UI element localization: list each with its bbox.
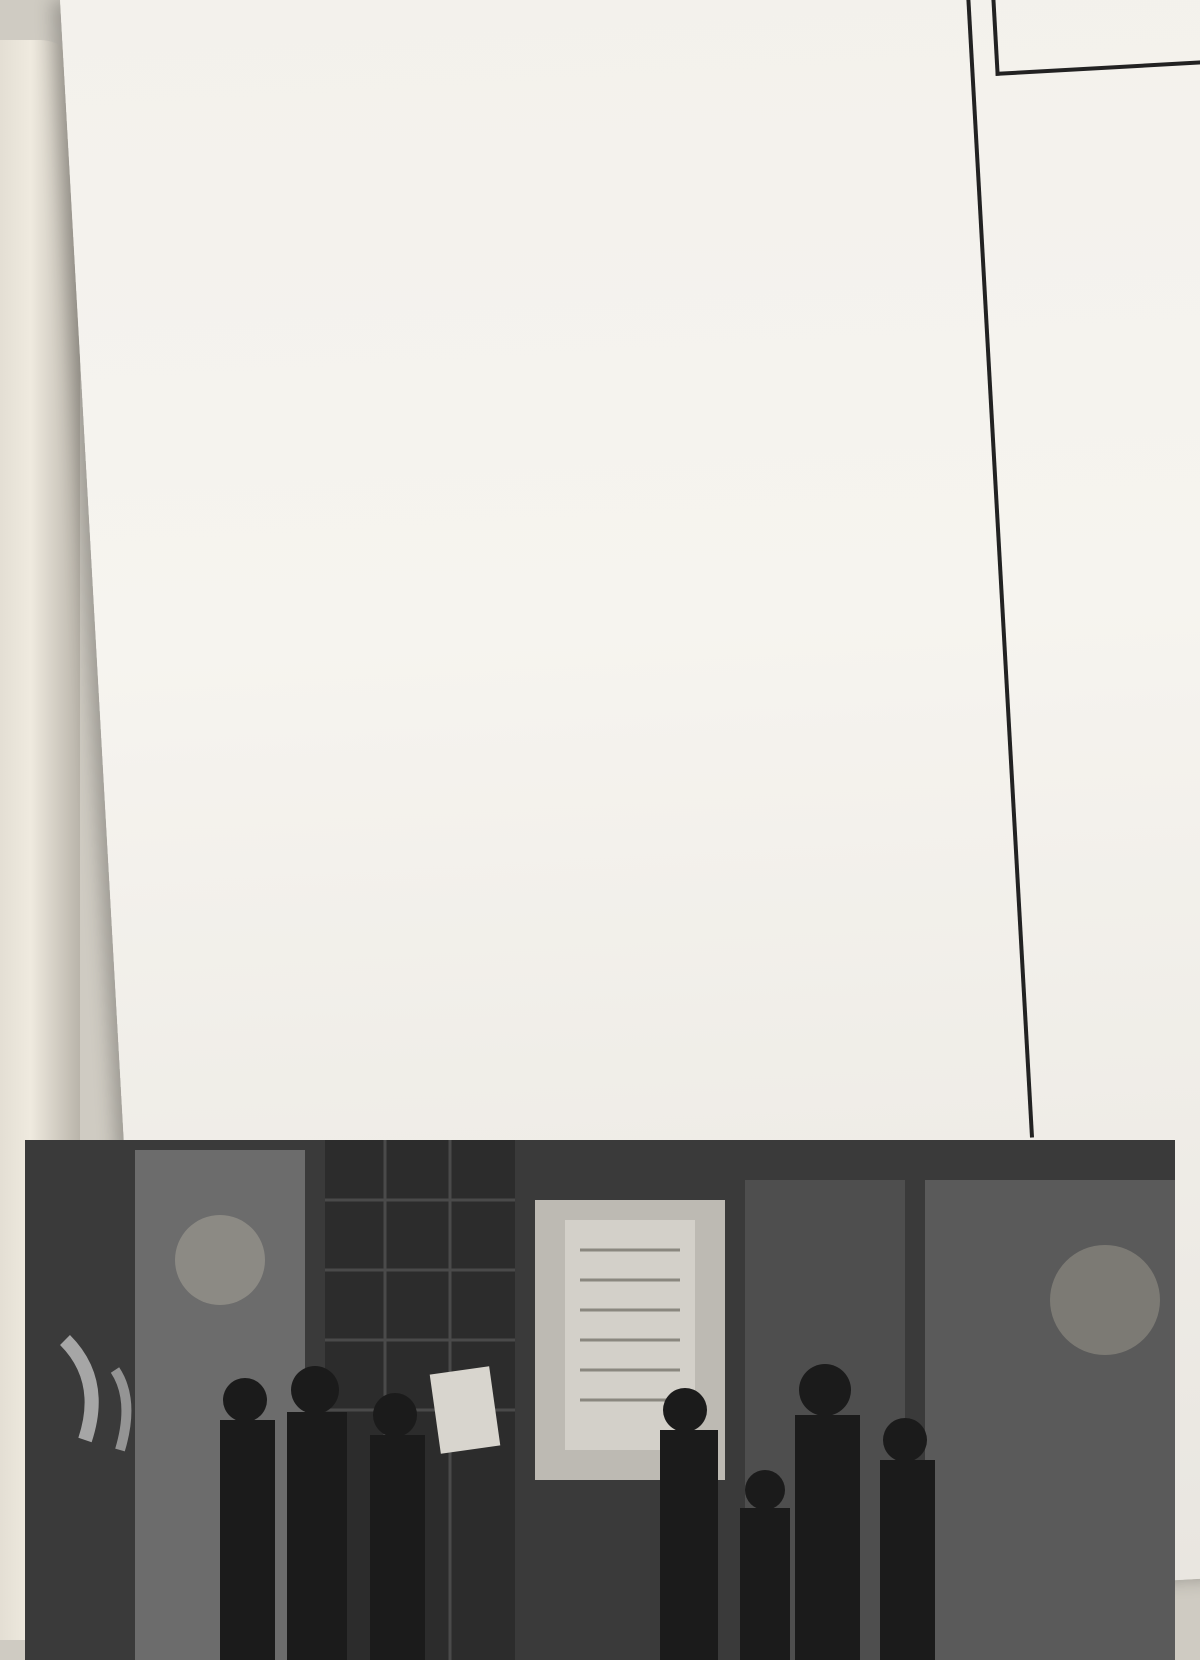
column-divider <box>961 0 1034 1138</box>
sidebar-title-box <box>985 0 1200 76</box>
intro-lines <box>96 0 945 8</box>
main-paragraph <box>108 180 957 227</box>
main-text-column <box>108 180 957 227</box>
historical-engraving-image <box>25 1140 1175 1660</box>
sidebar-caption-text <box>1004 214 1200 227</box>
